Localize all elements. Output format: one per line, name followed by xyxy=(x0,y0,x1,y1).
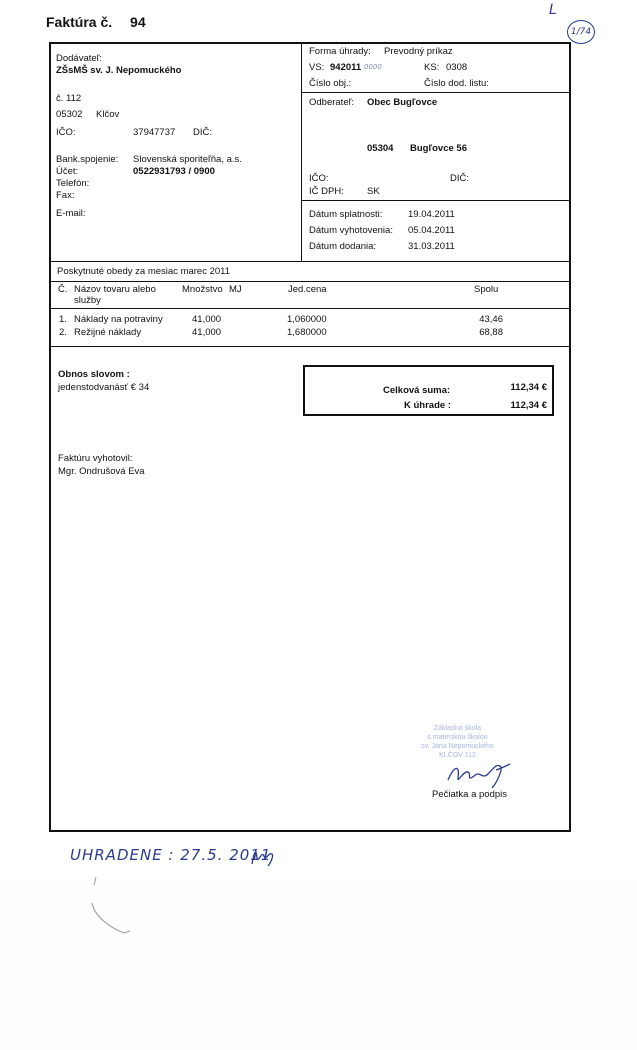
payment-delivery-note-label: Číslo dod. listu: xyxy=(424,78,489,89)
stamp-line-3: sv. Jána Nepomuckého xyxy=(421,743,494,750)
customer-zip: 05304 xyxy=(367,143,394,154)
item-1-total: 43,46 xyxy=(479,314,503,325)
supplier-name: ZŠsMŠ sv. J. Nepomuckého xyxy=(56,65,182,76)
customer-dic-label: DIČ: xyxy=(450,173,469,184)
issuer-label: Faktúru vyhotovil: xyxy=(58,453,133,464)
col-header-price: Jed.cena xyxy=(288,284,327,295)
paid-note: UHRADENE : 27.5. 2011 xyxy=(70,846,272,864)
item-1-price: 1,060000 xyxy=(287,314,327,325)
issuer-name: Mgr. Ondrušová Eva xyxy=(58,466,145,477)
delivery-date: 31.03.2011 xyxy=(408,241,455,252)
supplier-label: Dodávateľ: xyxy=(56,53,103,64)
col-header-name-2: služby xyxy=(74,295,101,306)
payment-ks: 0308 xyxy=(446,62,468,73)
due-date-label: Dátum splatnosti: xyxy=(309,209,383,220)
col-header-unit: MJ xyxy=(229,284,242,295)
divider-items-rows xyxy=(49,308,571,309)
col-header-name-1: Názov tovaru alebo xyxy=(74,284,156,295)
due-date: 19.04.2011 xyxy=(408,209,455,220)
divider-customer xyxy=(301,200,571,201)
payment-form-label: Forma úhrady: xyxy=(309,46,371,57)
words-label: Obnos slovom : xyxy=(58,369,130,380)
customer-city: Bugľovce 56 xyxy=(410,143,467,154)
corner-annotation: 1/74 xyxy=(567,20,595,44)
item-2-price: 1,680000 xyxy=(287,327,327,338)
item-1-name: Náklady na potraviny xyxy=(74,314,163,325)
issue-date: 05.04.2011 xyxy=(408,225,455,236)
customer-icdph-label: IČ DPH: xyxy=(309,186,344,197)
payment-vs-handwritten: 0000 xyxy=(364,63,382,71)
supplier-account: 0522931793 / 0900 xyxy=(133,166,215,177)
supplier-email-label: E-mail: xyxy=(56,208,86,219)
payment-form: Prevodný príkaz xyxy=(384,46,453,57)
payment-vs: 942011 xyxy=(330,62,362,73)
col-header-total: Spolu xyxy=(474,284,499,295)
delivery-date-label: Dátum dodania: xyxy=(309,241,377,252)
signature-mark xyxy=(444,758,514,790)
total-sum: 112,34 € xyxy=(510,382,547,393)
invoice-number: 94 xyxy=(130,14,146,30)
pencil-stroke xyxy=(84,875,144,945)
supplier-account-label: Účet: xyxy=(56,166,79,177)
supplier-ico-label: IČO: xyxy=(56,127,76,138)
item-1-no: 1. xyxy=(59,314,67,325)
customer-name: Obec Bugľovce xyxy=(367,97,438,108)
item-2-qty: 41,000 xyxy=(192,327,222,338)
words-value: jedenstodvanásť € 34 xyxy=(58,382,150,393)
stamp-line-2: s materskou školou xyxy=(427,734,488,741)
customer-ico-label: IČO: xyxy=(309,173,329,184)
invoice-title xyxy=(46,14,146,30)
item-2-name: Režijné náklady xyxy=(74,327,142,338)
stamp-caption: Pečiatka a podpis xyxy=(432,789,507,800)
supplier-city: Klčov xyxy=(96,109,120,120)
payment-vs-label: VS: xyxy=(309,62,325,73)
supplier-bank: Slovenská sporiteľňa, a.s. xyxy=(133,154,242,165)
divider-payment xyxy=(301,92,571,93)
item-1-qty: 41,000 xyxy=(192,314,222,325)
corner-mark: L xyxy=(549,2,557,18)
school-stamp xyxy=(400,724,515,760)
customer-label: Odberateľ: xyxy=(309,97,355,108)
item-2-total: 68,88 xyxy=(479,327,503,338)
divider-items-end xyxy=(49,346,571,347)
supplier-zip: 05302 xyxy=(56,109,83,120)
divider-items-intro xyxy=(49,261,571,262)
vertical-divider xyxy=(301,43,302,261)
paid-initials-mark xyxy=(248,844,278,868)
to-pay: 112,34 € xyxy=(510,400,547,411)
supplier-fax-label: Fax: xyxy=(56,190,75,201)
issue-date-label: Dátum vyhotovenia: xyxy=(309,225,393,236)
total-sum-label: Celková suma: xyxy=(383,385,451,396)
items-intro: Poskytnuté obedy za mesiac marec 2011 xyxy=(57,266,231,277)
customer-icdph: SK xyxy=(367,186,380,197)
to-pay-label: K úhrade : xyxy=(404,400,451,411)
stamp-line-1: Základná škola xyxy=(433,725,482,732)
divider-items-header xyxy=(49,281,571,282)
supplier-bank-label: Bank.spojenie: xyxy=(56,154,119,165)
item-2-no: 2. xyxy=(59,327,67,338)
payment-ks-label: KS: xyxy=(424,62,440,73)
col-header-qty: Množstvo xyxy=(182,284,223,295)
payment-order-label: Číslo obj.: xyxy=(309,78,352,89)
stamp-line-4: KLČOV 112 xyxy=(439,752,476,759)
invoice-frame xyxy=(49,42,571,832)
col-header-no: Č. xyxy=(58,284,68,295)
supplier-street: č. 112 xyxy=(56,93,82,104)
supplier-phone-label: Telefón: xyxy=(56,178,90,189)
invoice-title-label: Faktúra č. xyxy=(46,14,113,30)
supplier-ico: 37947737 xyxy=(133,127,176,138)
supplier-dic-label: DIČ: xyxy=(193,127,212,138)
